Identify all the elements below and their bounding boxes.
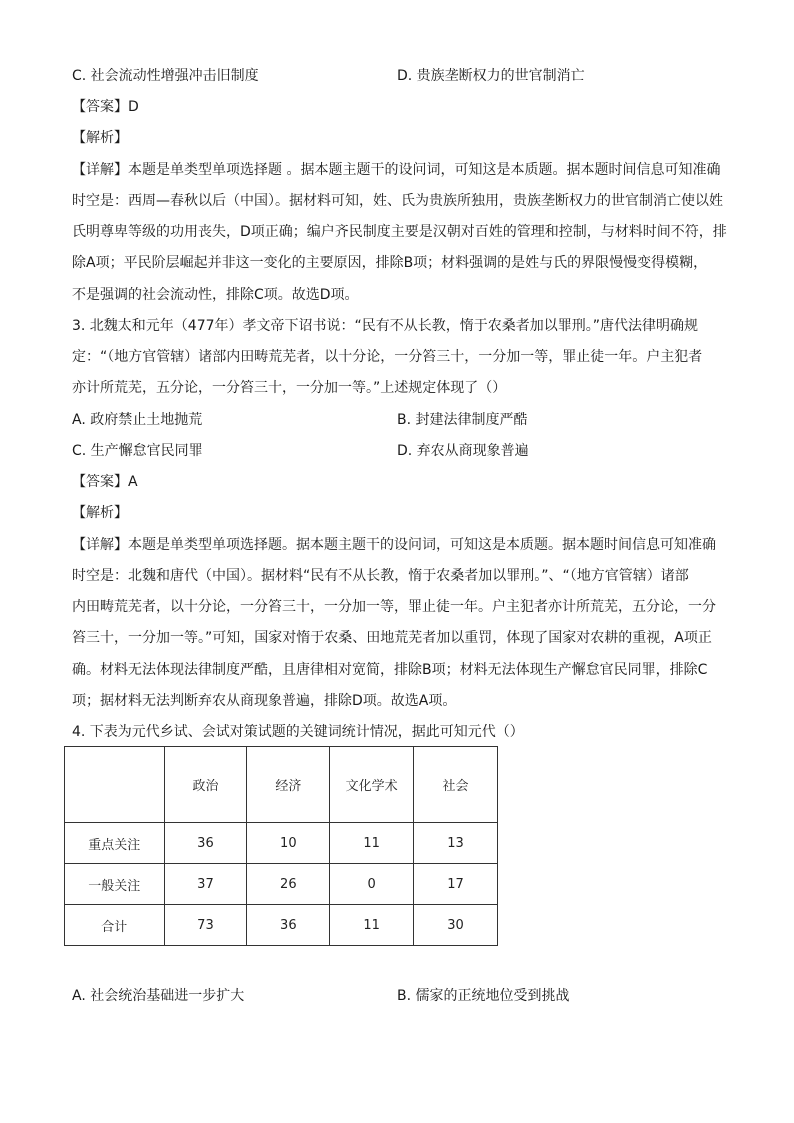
table-header-cell: 社会 — [414, 747, 498, 823]
table-row — [65, 905, 498, 946]
table-cell: 13 — [414, 823, 498, 864]
q2-detail-line: 【详解】本题是单类型单项选择题 。据本题主题干的设问词，可知这是本质题。据本题时间信息可知准确 — [72, 162, 721, 178]
q2-option-c: C. 社会流动性增强冲击旧制度 — [72, 68, 259, 84]
q2-answer: 【答案】D — [72, 99, 139, 115]
q3-detail-line: 【详解】本题是单类型单项选择题。据本题主题干的设问词，可知这是本质题。据本题时间信息可知准确 — [72, 537, 716, 553]
table-header-row — [65, 747, 498, 823]
q3-option-d: D. 弃农从商现象普遍 — [397, 443, 529, 459]
q3-detail-line: 笞三十，一分加一等。”可知，国家对惰于农桑、田地荒芜者加以重罚，体现了国家对农耕的重视，A项正 — [72, 630, 712, 646]
table-cell: 0 — [330, 864, 414, 905]
q3-stem-line: 定：“（地方官管辖）诸部内田畴荒芜者，以十分论，一分笞三十，一分加一等，罪止徒一年。户主犯者 — [72, 349, 703, 365]
q3-stem-line: 亦计所荒芜，五分论，一分笞三十，一分加一等。”上述规定体现了（） — [72, 380, 507, 396]
table-header-cell: 文化学术 — [330, 747, 414, 823]
table-row-label: 一般关注 — [65, 864, 165, 905]
q2-detail-line: 时空是：西周—春秋以后（中国）。据材料可知，姓、氏为贵族所独用，贵族垄断权力的世官制消亡使以姓 — [72, 193, 723, 209]
q2-detail-line: 除A项；平民阶层崛起并非这一变化的主要原因，排除B项；材料强调的是姓与氏的界限慢慢变得模糊， — [72, 255, 708, 271]
table-cell: 30 — [414, 905, 498, 946]
table-row — [65, 864, 498, 905]
q2-detail-line: 不是强调的社会流动性，排除C项。故选D项。 — [72, 287, 359, 303]
q3-detail-line: 内田畴荒芜者，以十分论，一分笞三十，一分加一等，罪止徒一年。户主犯者亦计所荒芜，五分论，一分 — [72, 599, 716, 615]
q3-detail-line: 确。材料无法体现法律制度严酷，且唐律相对宽简，排除B项；材料无法体现生产懈怠官民同罪，排除C — [72, 662, 708, 678]
table-cell: 11 — [330, 823, 414, 864]
q4-stem: 4. 下表为元代乡试、会试对策试题的关键词统计情况，据此可知元代（） — [72, 724, 524, 740]
table-cell: 37 — [164, 864, 247, 905]
q2-detail-line: 氏明尊卑等级的功用丧失，D项正确；编户齐民制度主要是汉朝对百姓的管理和控制，与材料时间不符，排 — [72, 224, 727, 240]
table-cell: 36 — [164, 823, 247, 864]
q3-detail-line: 项；据材料无法判断弃农从商现象普遍，排除D项。故选A项。 — [72, 693, 457, 709]
table-cell: 17 — [414, 864, 498, 905]
table-cell: 73 — [164, 905, 247, 946]
q2-analysis-title: 【解析】 — [72, 130, 128, 146]
q3-option-c: C. 生产懈怠官民同罪 — [72, 443, 203, 459]
q3-option-b: B. 封建法律制度严酷 — [397, 412, 528, 428]
q3-stem-line: 3. 北魏太和元年（477年）孝文帝下诏书说：“民有不从长教，惰于农桑者加以罪刑。”唐代法律明确规 — [72, 318, 699, 334]
table-row-label: 合计 — [65, 905, 165, 946]
table-header-cell — [65, 747, 165, 823]
q4-option-a: A. 社会统治基础进一步扩大 — [72, 988, 245, 1004]
q3-detail-line: 时空是：北魏和唐代（中国）。据材料“民有不从长教，惰于农桑者加以罪刑。”、“（地方官管辖）诸部 — [72, 568, 689, 584]
table-cell: 10 — [247, 823, 330, 864]
table-row — [65, 823, 498, 864]
q4-option-b: B. 儒家的正统地位受到挑战 — [397, 988, 570, 1004]
q2-option-d: D. 贵族垄断权力的世官制消亡 — [397, 68, 585, 84]
table-cell: 26 — [247, 864, 330, 905]
keyword-stats-table — [64, 746, 498, 946]
table-row-label: 重点关注 — [65, 823, 165, 864]
q3-analysis-title: 【解析】 — [72, 505, 128, 521]
table-cell: 36 — [247, 905, 330, 946]
q3-answer: 【答案】A — [72, 474, 138, 490]
table-header-cell: 经济 — [247, 747, 330, 823]
q3-option-a: A. 政府禁止土地抛荒 — [72, 412, 203, 428]
table-cell: 11 — [330, 905, 414, 946]
table-header-cell: 政治 — [164, 747, 247, 823]
